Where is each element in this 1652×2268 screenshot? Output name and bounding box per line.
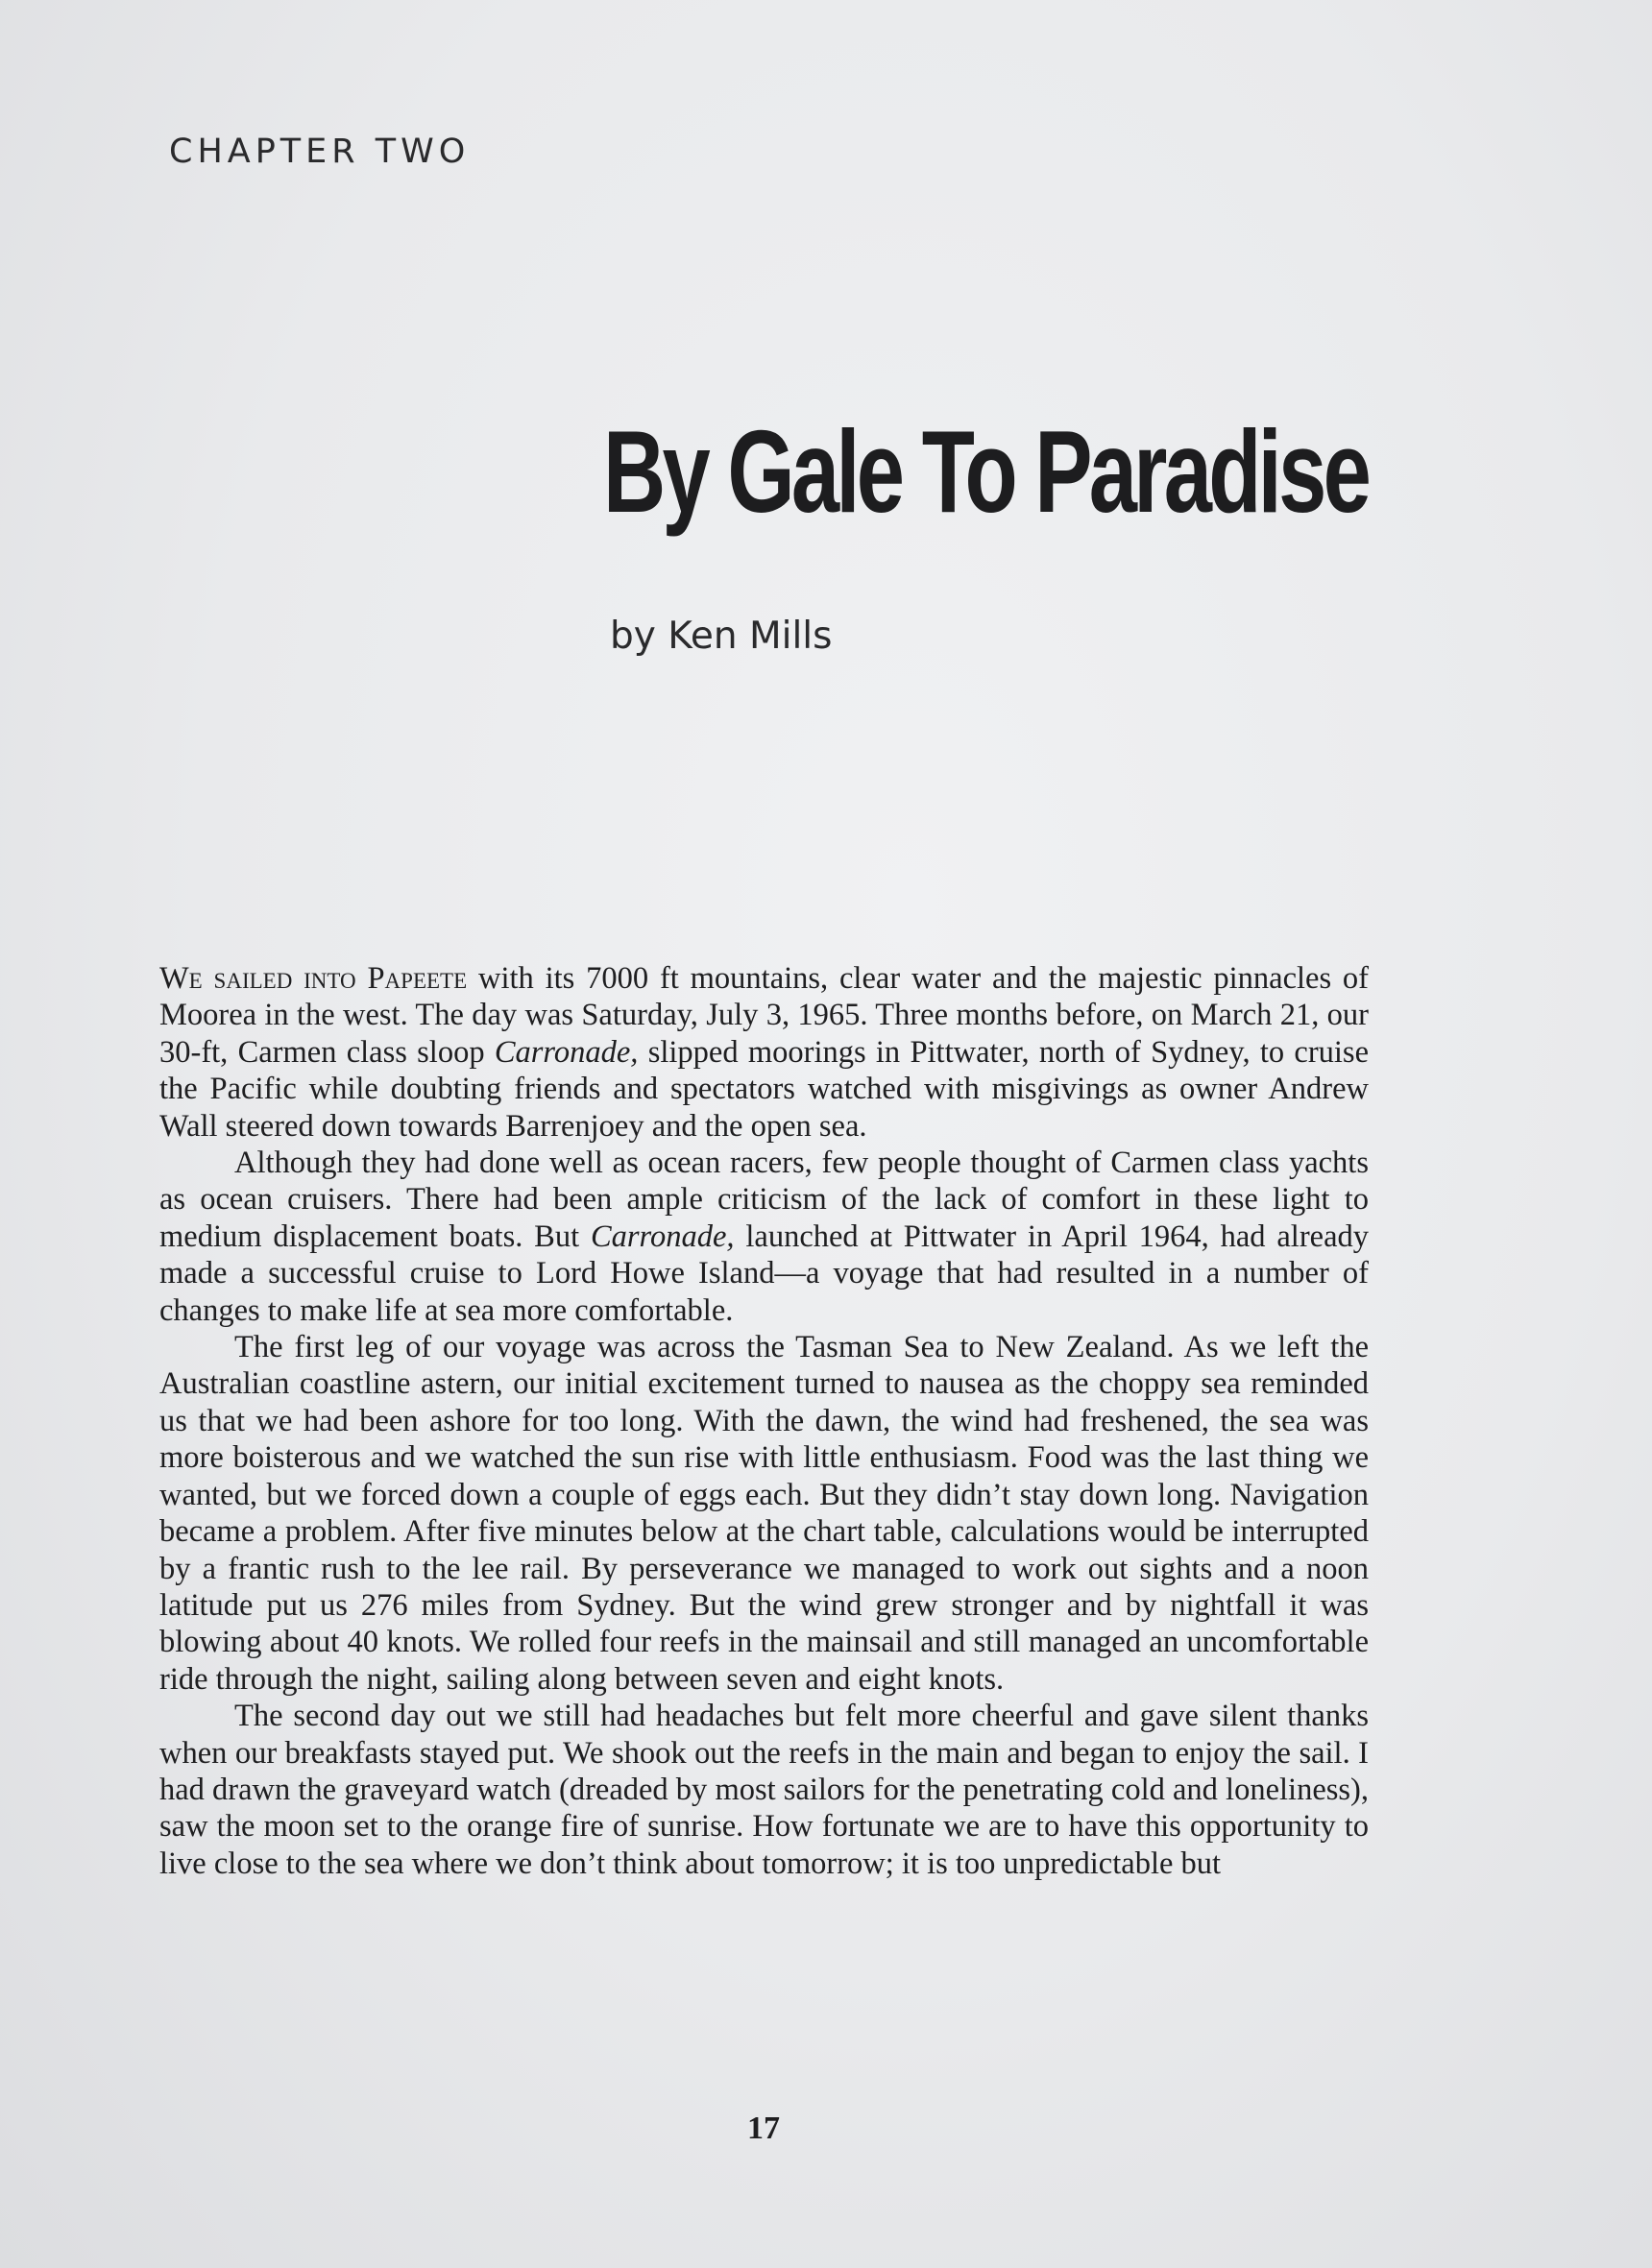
paragraph-2-text-b: launched at Pittwater in April 1964, had already made a successful cruise to Lord Howe Island—a voyage that had resulted in a number of changes to make life at sea more comfortable.: [159, 1218, 1369, 1328]
paragraph-1: [159, 960, 1369, 1145]
paragraph-2-text-a: Although they had done well as ocean racers, few people thought of Carmen class yachts as ocean cruisers. There had been ample criticism of the lack of comfort in these light to medium displacement boats. But: [159, 1146, 1369, 1254]
paragraph-2: [159, 1145, 1369, 1329]
boat-name: Carronade,: [494, 1034, 639, 1070]
chapter-label: CHAPTER TWO: [169, 133, 471, 171]
paragraph-1-text-a: with its 7000 ft mountains, clear water and the majestic pinnacles of Moorea in the west. The day was Saturday, July 3, 1965. Three months before, on March 21, our 30-ft, Carmen class sloop: [159, 961, 1369, 1070]
lead-in-smallcaps: We sailed into Papeete: [159, 961, 468, 996]
author-byline: by Ken Mills: [610, 615, 833, 658]
paragraph-4: The second day out we still had headaches but felt more cheerful and gave silent thanks when our breakfasts stayed put. We shook out the reefs in the main and began to enjoy the sail. I had drawn the graveyard watch (dreaded by most sailors for the penetrating cold and loneliness), saw the moon set to the orange fire of sunrise. How fortunate we are to have this opportunity to live close to the sea where we don’t think about tomorrow; it is too unpredictable but: [159, 1699, 1369, 1881]
paragraph-3: The first leg of our voyage was across the Tasman Sea to New Zealand. As we left the Australian coastline astern, our initial excitement turned to nausea as the choppy sea reminded us that we had been ashore for too long. With the dawn, the wind had freshened, the sea was more boisterous and we watched the sun rise with little enthusiasm. Food was the last thing we wanted, but we forced down a couple of eggs each. But they didn’t stay down long. Navigation became a problem. After five minutes below at the chart table, calculations would be interrupted by a frantic rush to the lee rail. By perseverance we managed to work out sights and a noon latitude put us 276 miles from Sydney. But the wind grew stronger and by nightfall it was blowing about 40 knots. We rolled four reefs in the mainsail and still managed an uncomfortable ride through the night, sailing along between seven and eight knots.: [159, 1330, 1369, 1697]
paragraph-1-text-b: slipped moorings in Pittwater, north of Sydney, to cruise the Pacific while doubting friends and spectators watched with misgivings as owner Andrew Wall steered down towards Barrenjoey and the open sea.: [159, 1034, 1369, 1144]
article-body: [159, 960, 1369, 1882]
page-number: 17: [747, 2111, 780, 2146]
boat-name: Carronade,: [590, 1218, 735, 1254]
chapter-title: By Gale To Paradise: [603, 406, 1369, 537]
